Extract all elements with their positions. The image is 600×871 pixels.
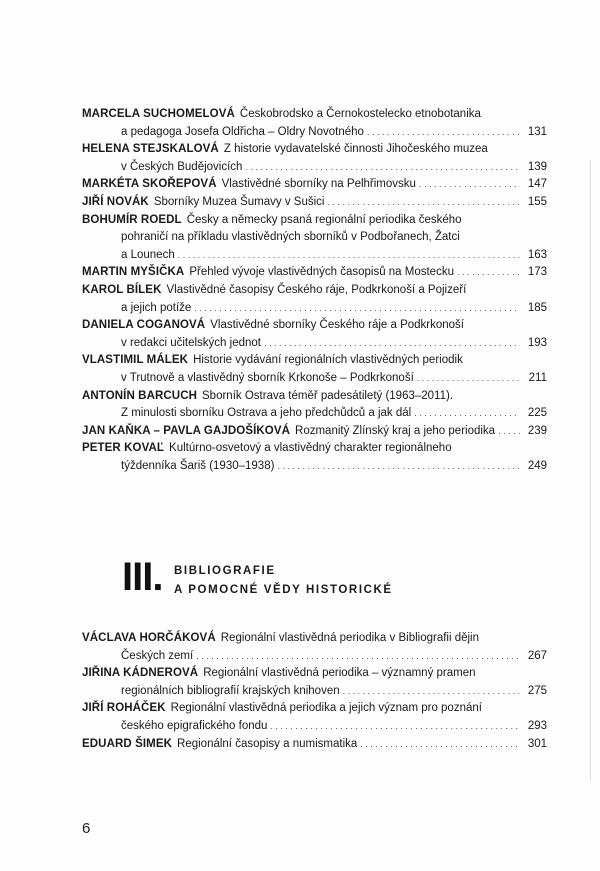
dot-leader xyxy=(194,300,520,318)
dot-leader xyxy=(414,405,520,423)
entry-text xyxy=(82,194,324,212)
entry-page-number: 249 xyxy=(527,459,547,472)
entry-title-line: pohraničí na příkladu vlastivědných sborníků v Podbořanech, Žatci xyxy=(121,231,460,244)
toc-entry xyxy=(82,317,547,352)
entry-text xyxy=(82,632,479,644)
dot-leader xyxy=(343,683,520,701)
toc-entry-first-line xyxy=(82,700,547,718)
entry-text xyxy=(121,231,460,243)
dot-leader xyxy=(327,194,520,212)
dot-leader xyxy=(270,718,520,736)
entry-page-number: 139 xyxy=(527,160,547,173)
section-title-line-1: BIBLIOGRAFIE xyxy=(174,565,276,577)
entry-title-line: Sborníky Muzea Šumavy v Sušici xyxy=(153,195,325,208)
entry-text xyxy=(121,458,274,476)
entry-text xyxy=(82,354,463,366)
entry-page-number: 155 xyxy=(527,195,547,208)
toc-entry xyxy=(82,352,547,387)
toc-entry xyxy=(82,630,547,665)
toc-entry-first-line xyxy=(82,212,547,230)
toc-entry-continuation-line xyxy=(82,648,547,666)
entry-title-line: a jejich potíže xyxy=(121,301,192,314)
entry-page-number: 239 xyxy=(527,424,547,437)
page-number: 6 xyxy=(82,820,91,837)
toc-entry-first-line xyxy=(82,176,547,194)
entry-text xyxy=(121,683,340,701)
toc-entry xyxy=(82,212,547,265)
entry-title-line: v Českých Budějovicích xyxy=(121,160,243,173)
entry-author: HELENA STEJSKALOVÁ xyxy=(82,143,219,156)
entry-title-line: Regionální vlastivědná periodika v Bibliografii dějin xyxy=(220,632,480,644)
entry-author: MARKÉTA SKOŘEPOVÁ xyxy=(82,178,217,191)
entry-title-line: v Trutnově a vlastivědný sborník Krkonoše – Podkrkonoší xyxy=(121,371,414,384)
entry-title-line: Přehled vývoje vlastivědných časopisů na Mostecku xyxy=(189,266,454,279)
entry-text xyxy=(121,335,261,353)
table-of-contents-part-3 xyxy=(82,630,547,753)
entry-title-line: Rozmanitý Zlínský kraj a jeho periodika xyxy=(295,424,496,437)
toc-entry-continuation-line xyxy=(82,247,547,265)
entry-title-line: Vlastivědné časopisy Českého ráje, Podkrkonoší a Pojizeří xyxy=(166,283,467,296)
entry-author: EDUARD ŠIMEK xyxy=(82,737,173,750)
entry-author: BOHUMÍR ROEDL xyxy=(82,213,182,226)
entry-text xyxy=(82,214,462,226)
toc-entry-first-line xyxy=(82,630,547,648)
entry-title-line: Česky a německy psaná regionální periodika českého xyxy=(186,213,462,226)
entry-title-line: a Lounech xyxy=(121,248,175,261)
table-of-contents-part-2 xyxy=(82,106,547,475)
toc-entry-first-line xyxy=(82,264,547,282)
entry-title-line: českého epigrafického fondu xyxy=(121,719,268,732)
entry-title-line: Regionální časopisy a numismatika xyxy=(177,737,358,750)
entry-title-line: Z minulosti sborníku Ostrava a jeho předchůdců a jak dál xyxy=(121,407,412,420)
entry-text xyxy=(121,648,193,666)
entry-title-line: Regionální vlastivědná periodika a jejich význam pro poznání xyxy=(170,702,482,715)
entry-page-number: 211 xyxy=(528,371,547,384)
entry-title-line: v redakci učitelských jednot xyxy=(121,336,261,349)
entry-author: VÁCLAVA HORČÁKOVÁ xyxy=(82,632,216,644)
dot-leader xyxy=(245,159,520,177)
toc-entry xyxy=(82,423,547,441)
toc-entry xyxy=(82,665,547,700)
dot-leader xyxy=(498,423,520,441)
toc-entry-first-line xyxy=(82,282,547,300)
entry-author: DANIELA COGANOVÁ xyxy=(82,319,206,332)
entry-page-number: 147 xyxy=(527,178,547,191)
toc-entry-first-line xyxy=(82,352,547,370)
toc-entry-first-line xyxy=(82,736,547,754)
entry-title-line: Českých zemí xyxy=(121,649,194,662)
entry-title-line: Sborník Ostrava téměř padesátiletý (1963–2011). xyxy=(202,389,454,402)
entry-author: MARCELA SUCHOMELOVÁ xyxy=(82,108,235,120)
entry-author: MARTIN MYŠIČKA xyxy=(82,266,185,279)
entry-text xyxy=(82,264,454,282)
toc-entry-continuation-line xyxy=(82,458,547,476)
entry-author: JIŘÍ ROHÁČEK xyxy=(82,702,166,715)
toc-entry xyxy=(82,194,547,212)
entry-page-number: 301 xyxy=(527,737,547,750)
entry-title-line: Vlastivědné sborníky Českého ráje a Podkrkonoší xyxy=(210,319,464,332)
dot-leader xyxy=(419,176,520,194)
toc-entry-continuation-line xyxy=(82,300,547,318)
section-title-line-2: A POMOCNÉ VĚDY HISTORICKÉ xyxy=(174,584,393,596)
entry-author: ANTONÍN BARCUCH xyxy=(82,389,198,402)
toc-entry xyxy=(82,141,547,176)
toc-entry-continuation-line xyxy=(82,335,547,353)
toc-entry-first-line xyxy=(82,106,547,124)
entry-page-number: 267 xyxy=(527,649,547,662)
toc-entry xyxy=(82,700,547,735)
toc-entry-first-line xyxy=(82,317,547,335)
dot-leader xyxy=(178,247,520,265)
entry-page-number: 193 xyxy=(527,336,547,349)
dot-leader xyxy=(367,124,520,142)
toc-entry xyxy=(82,388,547,423)
dot-leader xyxy=(196,648,520,666)
dot-leader xyxy=(264,335,520,353)
toc-entry-continuation-line xyxy=(82,370,547,388)
entry-author: JAN KAŇKA – PAVLA GAJDOŠÍKOVÁ xyxy=(82,424,291,437)
page-edge-shadow xyxy=(590,160,591,780)
entry-title-line: Historie vydávání regionálních vlastivědných periodik xyxy=(193,354,463,367)
toc-entry-first-line xyxy=(82,141,547,159)
entry-text xyxy=(121,370,414,388)
entry-page-number: 275 xyxy=(527,684,547,697)
entry-text xyxy=(82,667,476,679)
entry-page-number: 225 xyxy=(527,407,547,420)
section-numeral: III. xyxy=(122,555,163,599)
entry-page-number: 163 xyxy=(527,248,547,261)
entry-title-line: a pedagoga Josefa Oldřicha – Oldry Novotného xyxy=(121,125,364,138)
entry-text xyxy=(82,423,495,441)
entry-text xyxy=(82,442,452,454)
entry-author: JIŘÍ NOVÁK xyxy=(82,195,149,208)
entry-title-line: Českobrodsko a Černokostelecko etnobotanika xyxy=(239,108,481,120)
toc-entry-continuation-line xyxy=(82,683,547,701)
toc-entry xyxy=(82,440,547,475)
entry-author: KAROL BÍLEK xyxy=(82,283,162,296)
toc-entry xyxy=(82,282,547,317)
toc-entry-continuation-line xyxy=(82,159,547,177)
entry-text xyxy=(82,702,482,714)
dot-leader xyxy=(277,458,520,476)
section-title xyxy=(174,562,393,600)
toc-entry-continuation-line xyxy=(82,229,547,247)
toc-entry-first-line xyxy=(82,440,547,458)
entry-page-number: 185 xyxy=(527,301,547,314)
entry-author: PETER KOVAĽ xyxy=(82,442,165,455)
toc-entry-first-line xyxy=(82,388,547,406)
entry-title-line: Kultúrno-osvetový a vlastivědný charakter regionálneho xyxy=(169,442,452,455)
dot-leader xyxy=(417,370,520,388)
entry-author: JIŘINA KÁDNEROVÁ xyxy=(82,667,199,680)
entry-text xyxy=(82,176,416,194)
toc-entry xyxy=(82,106,547,141)
toc-entry-first-line xyxy=(82,194,547,212)
entry-text xyxy=(82,284,466,296)
entry-text xyxy=(82,390,453,402)
entry-title-line: Z historie vydavatelské činnosti Jihočeského muzea xyxy=(223,143,488,156)
entry-text xyxy=(121,159,242,177)
entry-text xyxy=(121,405,411,423)
entry-text xyxy=(82,736,357,754)
entry-text xyxy=(82,319,464,331)
toc-entry-first-line xyxy=(82,423,547,441)
toc-entry-continuation-line xyxy=(82,718,547,736)
toc-entry xyxy=(82,176,547,194)
toc-entry-continuation-line xyxy=(82,124,547,142)
dot-leader xyxy=(457,264,520,282)
entry-text xyxy=(121,124,364,142)
toc-entry-continuation-line xyxy=(82,405,547,423)
entry-title-line: Regionální vlastivědná periodika – významný pramen xyxy=(203,667,476,680)
toc-entry xyxy=(82,264,547,282)
entry-page-number: 173 xyxy=(527,266,547,279)
toc-entry-first-line xyxy=(82,665,547,683)
entry-title-line: Vlastivědné sborníky na Pelhřimovsku xyxy=(221,178,416,191)
dot-leader xyxy=(360,736,520,754)
entry-page-number: 131 xyxy=(527,125,547,138)
entry-page-number: 293 xyxy=(527,719,547,732)
entry-text xyxy=(82,143,488,155)
entry-title-line: týždenníka Šariš (1930–1938) xyxy=(121,459,275,472)
entry-text xyxy=(121,300,191,318)
entry-text xyxy=(121,247,175,265)
entry-author: VLASTIMIL MÁLEK xyxy=(82,354,189,367)
entry-text xyxy=(121,718,267,736)
entry-title-line: regionálních bibliografií krajských knihoven xyxy=(121,684,340,697)
entry-text xyxy=(82,108,481,120)
toc-entry xyxy=(82,736,547,754)
